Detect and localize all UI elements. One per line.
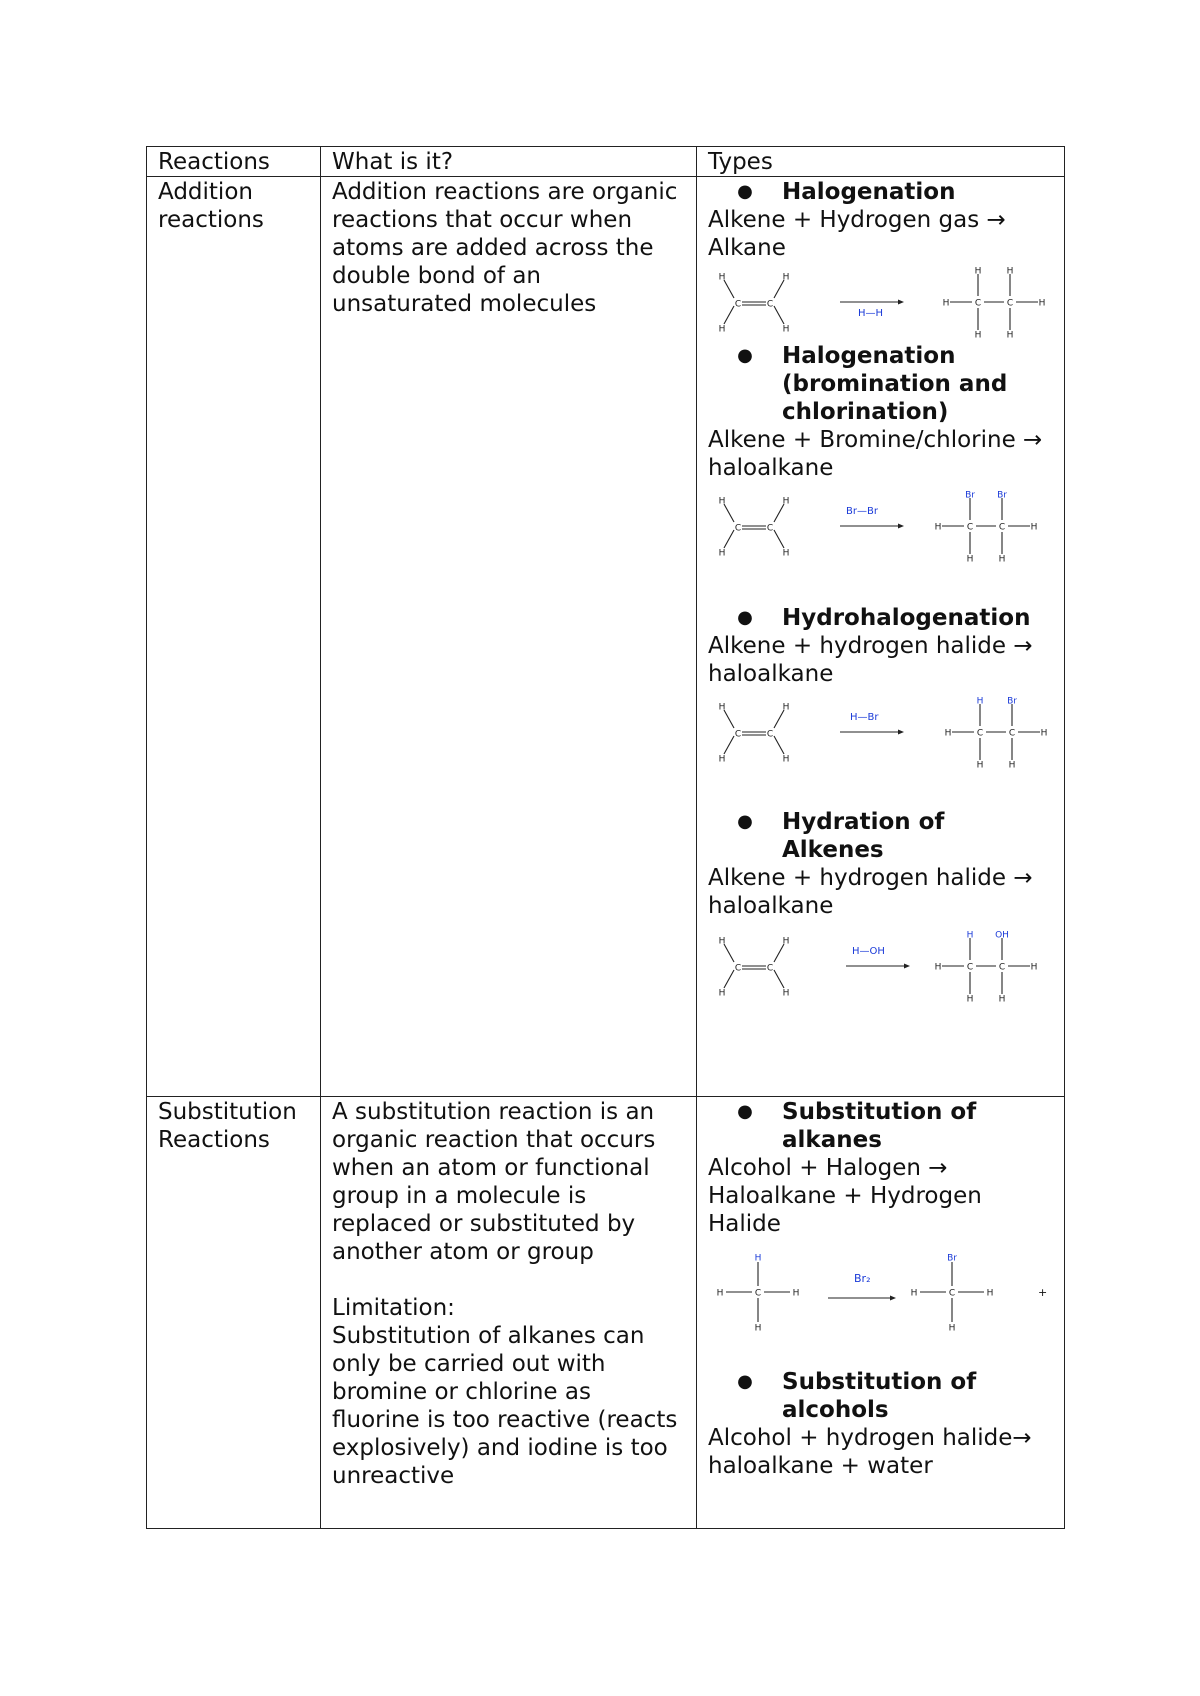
bond-line	[774, 280, 784, 298]
atom-label: H	[782, 496, 790, 507]
atom-label: H	[966, 554, 974, 565]
atom-label: H	[998, 994, 1006, 1005]
plus-sign: +	[1038, 1286, 1048, 1299]
atom-label: C	[734, 963, 742, 974]
table-header-row	[147, 147, 1065, 177]
atom-label: C	[766, 299, 774, 310]
atom-label: Br	[1007, 696, 1017, 707]
type-title-halogenation: ● Halogenation	[708, 178, 1053, 206]
atom-label: H	[934, 962, 942, 973]
type-equation: Alkene + Bromine/chlorine → haloalkane	[708, 427, 1043, 481]
reagent-label: Br₂	[854, 1272, 871, 1285]
bullet-icon: ●	[737, 1371, 753, 1392]
atom-label: H	[718, 754, 726, 765]
alkane-substitution-diagram	[708, 1240, 1058, 1346]
limitation-text: Substitution of alkanes can only be carried out with bromine or chlorine as fluorine is too reactive (reacts explosively) and iodine is too unreactive	[332, 1323, 678, 1489]
type-title-hydration: ● Hydration of Alkenes	[708, 808, 1053, 864]
atom-label: C	[766, 523, 774, 534]
atom-label: H	[782, 754, 790, 765]
bond-line	[724, 970, 734, 988]
atom-label: H	[718, 548, 726, 559]
atom-label: C	[734, 299, 742, 310]
hydrohalogenation-diagram	[708, 690, 1058, 778]
atom-label: H	[944, 728, 952, 739]
atom-label: H	[754, 1253, 762, 1264]
atom-label: C	[754, 1288, 762, 1299]
bond-line	[774, 736, 784, 754]
atom-label: C	[976, 728, 984, 739]
type-equation: Alkene + hydrogen halide → haloalkane	[708, 865, 1033, 919]
bullet-icon: ●	[737, 607, 753, 628]
atom-label: H	[718, 936, 726, 947]
addition-what: Addition reactions are organic reactions that occur when atoms are added across the double bond of an unsaturated molecules	[321, 177, 697, 1097]
header-reactions: Reactions	[147, 147, 321, 177]
bullet-icon: ●	[737, 811, 753, 832]
bond-line	[774, 710, 784, 728]
atom-label: H	[966, 930, 974, 941]
atom-label: Br	[947, 1253, 957, 1264]
arrow-head	[904, 964, 910, 969]
bond-line	[724, 504, 734, 522]
bond-line	[774, 504, 784, 522]
type-equation: Alkene + Hydrogen gas → Alkane	[708, 207, 1006, 261]
type-title-substitution-alcohols: ● Substitution of alcohols	[708, 1368, 1053, 1424]
substitution-what: A substitution reaction is an organic reaction that occurs when an atom or functional group in a molecule is replaced or substituted by another atom or group	[332, 1099, 656, 1265]
reagent-label: Br—Br	[846, 506, 878, 517]
type-title-substitution-alkanes: ● Substitution of alkanes	[708, 1098, 1053, 1154]
arrow-head	[898, 300, 904, 305]
atom-label: H	[1008, 760, 1016, 771]
atom-label: H	[718, 324, 726, 335]
atom-label: H	[976, 696, 984, 707]
bond-line	[724, 530, 734, 548]
limitation-label: Limitation:	[332, 1295, 455, 1321]
atom-label: Br	[997, 490, 1007, 501]
addition-row	[147, 177, 1065, 1097]
type-equation: Alcohol + Halogen → Haloalkane + Hydrogen Halide	[708, 1155, 982, 1237]
atom-label: H	[1006, 266, 1014, 277]
bond-line	[774, 970, 784, 988]
bond-line	[774, 944, 784, 962]
bond-line	[774, 306, 784, 324]
reagent-label: H—OH	[852, 946, 885, 957]
header-types: Types	[697, 147, 1065, 177]
atom-label: C	[998, 962, 1006, 973]
atom-label: C	[998, 522, 1006, 533]
atom-label: H	[986, 1288, 994, 1299]
type-title-bromination: ● Halogenation (bromination and chlorination)	[708, 342, 1053, 426]
atom-label: H	[966, 994, 974, 1005]
atom-label: H	[754, 1323, 762, 1334]
atom-label: H	[1030, 962, 1038, 973]
atom-label: H	[782, 988, 790, 999]
atom-label: H	[718, 702, 726, 713]
atom-label: H	[718, 496, 726, 507]
arrow-head	[898, 524, 904, 529]
bond-line	[724, 736, 734, 754]
atom-label: C	[966, 962, 974, 973]
substitution-row	[147, 1097, 1065, 1529]
bond-line	[724, 306, 734, 324]
atom-label: H	[1040, 728, 1048, 739]
bond-line	[724, 280, 734, 298]
atom-label: H	[782, 936, 790, 947]
atom-label: C	[734, 523, 742, 534]
bullet-icon: ●	[737, 345, 753, 366]
atom-label: H	[782, 702, 790, 713]
atom-label: Br	[965, 490, 975, 501]
atom-label: C	[766, 963, 774, 974]
bullet-icon: ●	[737, 1101, 753, 1122]
atom-label: H	[974, 266, 982, 277]
atom-label: C	[734, 729, 742, 740]
atom-label: H	[718, 988, 726, 999]
atom-label: H	[1038, 298, 1046, 309]
atom-label: C	[1008, 728, 1016, 739]
reagent-label: H—H	[858, 308, 884, 319]
atom-label: H	[782, 272, 790, 283]
bond-line	[724, 710, 734, 728]
atom-label: H	[1030, 522, 1038, 533]
bond-line	[774, 530, 784, 548]
atom-label: H	[1006, 330, 1014, 341]
atom-label: H	[792, 1288, 800, 1299]
hydration-diagram	[708, 922, 1058, 1012]
hydrogenation-diagram	[708, 264, 1058, 342]
atom-label: H	[934, 522, 942, 533]
atom-label: H	[974, 330, 982, 341]
reagent-label: H—Br	[850, 712, 879, 723]
addition-name: Addition reactions	[147, 177, 321, 1097]
atom-label: H	[942, 298, 950, 309]
addition-types	[697, 177, 1065, 1097]
header-what-is-it: What is it?	[321, 147, 697, 177]
atom-label: C	[974, 298, 982, 309]
atom-label: C	[766, 729, 774, 740]
atom-label: H	[716, 1288, 724, 1299]
bullet-icon: ●	[737, 181, 753, 202]
atom-label: C	[966, 522, 974, 533]
atom-label: H	[718, 272, 726, 283]
type-title-hydrohalogenation: ● Hydrohalogenation	[708, 604, 1053, 632]
atom-label: C	[1006, 298, 1014, 309]
arrow-head	[890, 1296, 896, 1301]
type-equation: Alkene + hydrogen halide → haloalkane	[708, 633, 1033, 687]
atom-label: H	[976, 760, 984, 771]
substitution-what-cell	[321, 1097, 697, 1529]
bromination-diagram	[708, 484, 1058, 574]
arrow-head	[898, 730, 904, 735]
atom-label: H	[910, 1288, 918, 1299]
substitution-types	[697, 1097, 1065, 1529]
bond-line	[724, 944, 734, 962]
atom-label: H	[782, 548, 790, 559]
atom-label: OH	[995, 930, 1009, 941]
atom-label: C	[948, 1288, 956, 1299]
type-equation: Alcohol + hydrogen halide→ haloalkane + water	[708, 1425, 1032, 1479]
atom-label: H	[948, 1323, 956, 1334]
reactions-table	[146, 146, 1065, 1529]
atom-label: H	[998, 554, 1006, 565]
atom-label: H	[782, 324, 790, 335]
substitution-name: Substitution Reactions	[147, 1097, 321, 1529]
